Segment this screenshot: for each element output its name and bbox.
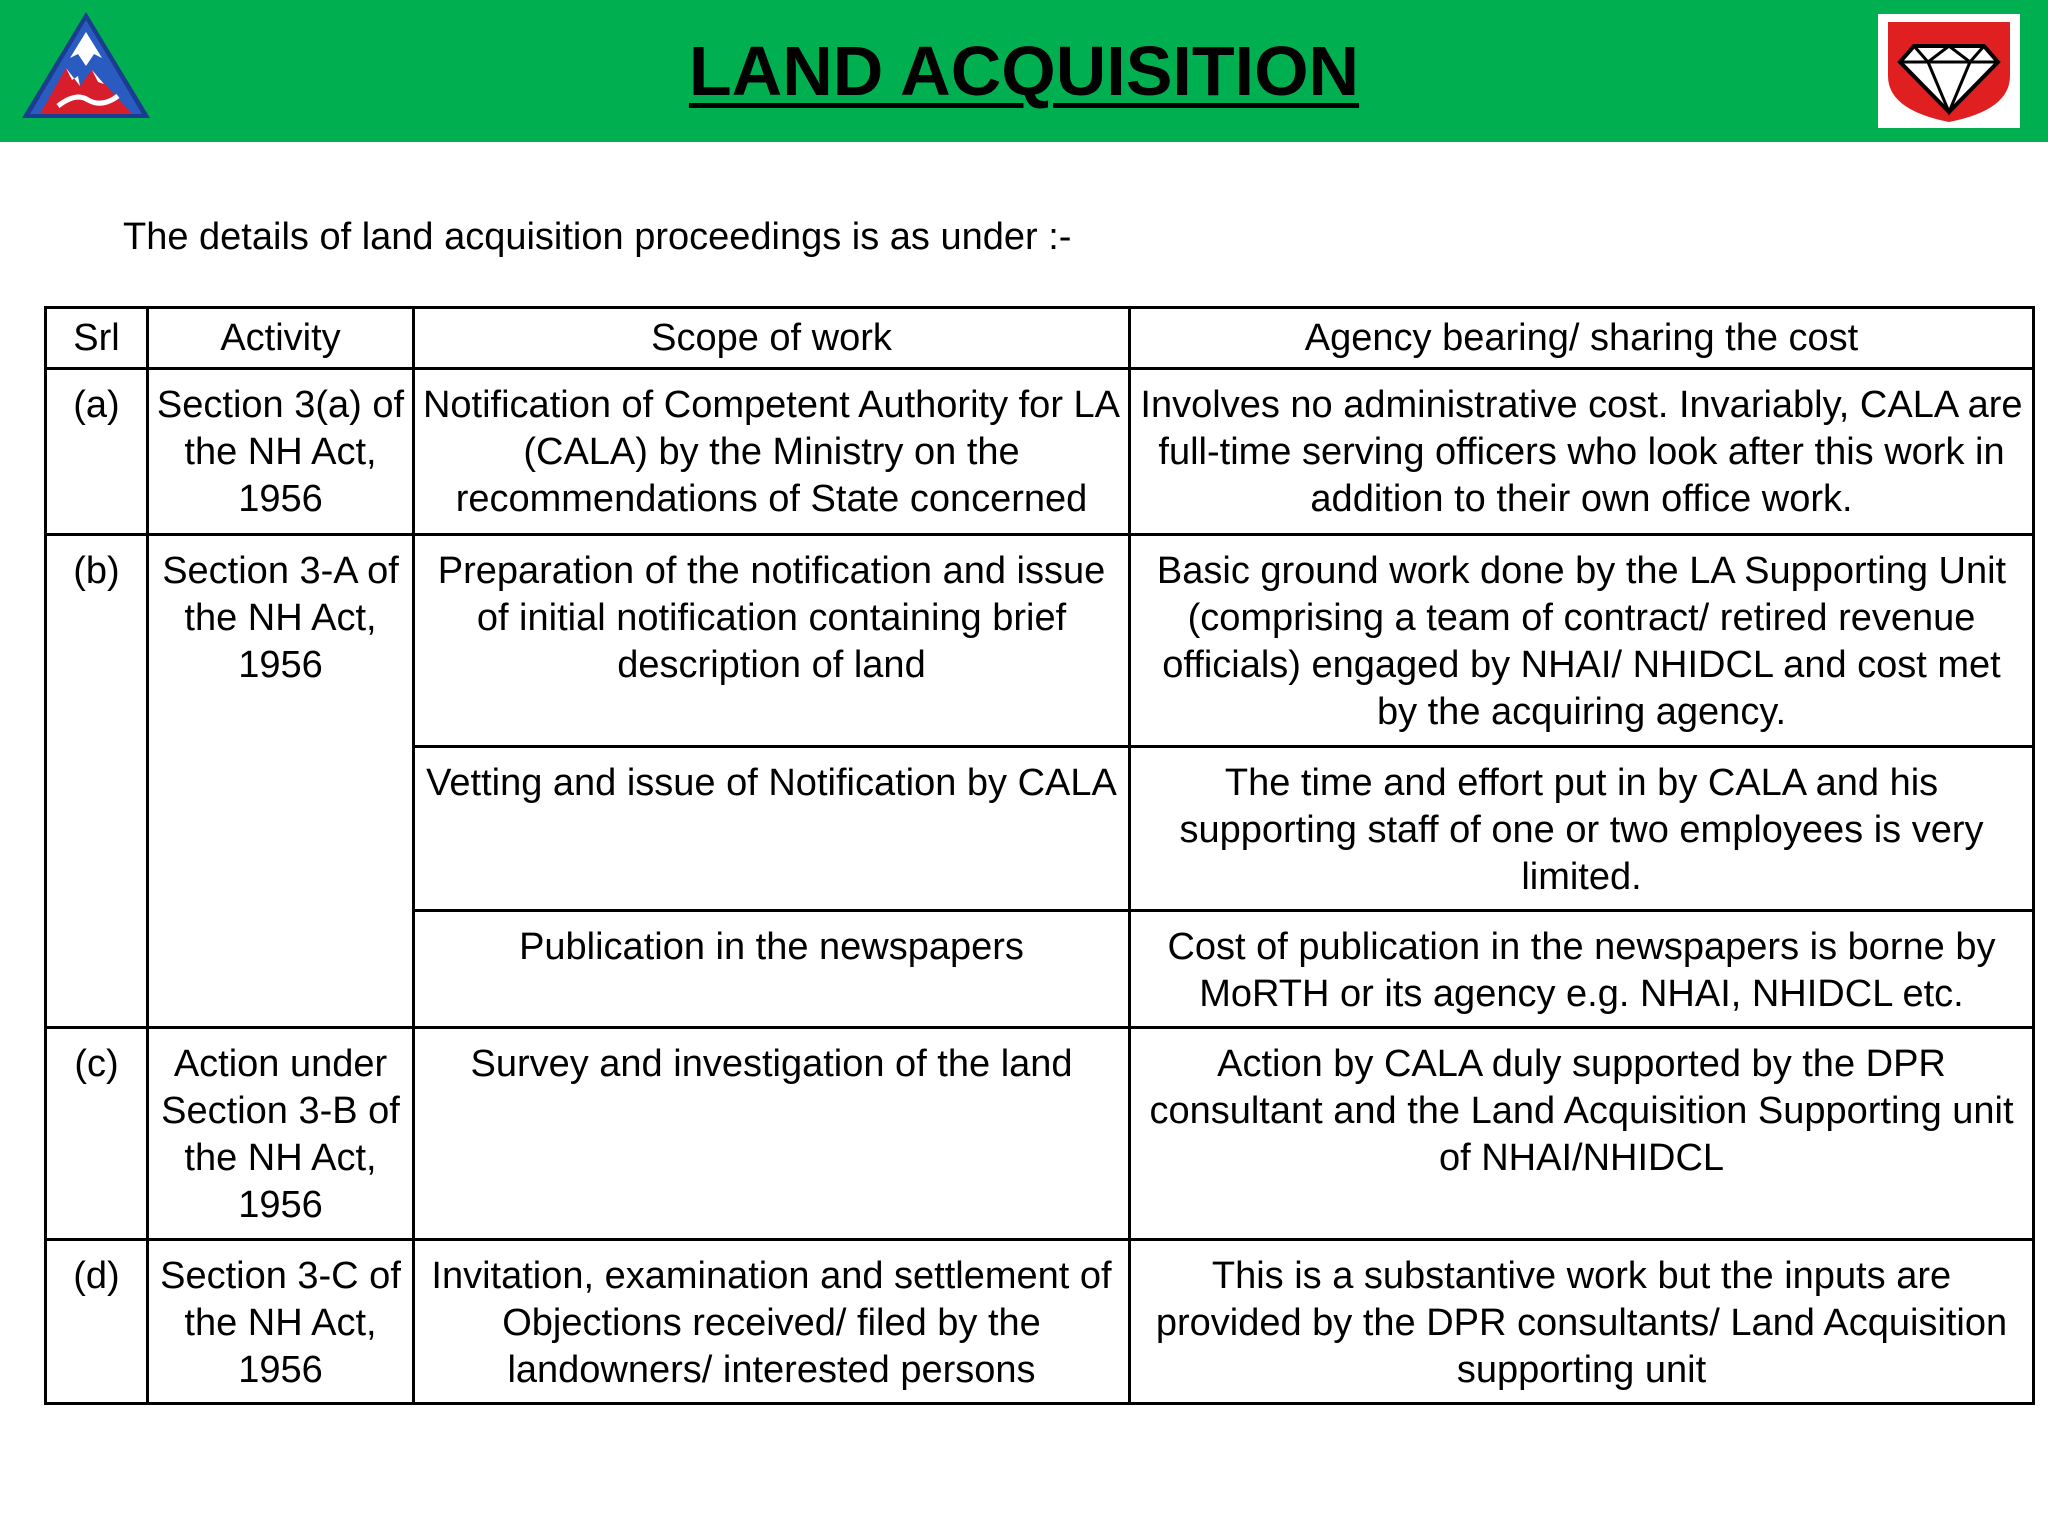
header-agency: Agency bearing/ sharing the cost <box>1130 308 2034 369</box>
land-acquisition-table <box>44 306 2035 1405</box>
scope-cell: Preparation of the notification and issue of initial notification containing brief description of land <box>414 535 1130 747</box>
scope-cell: Vetting and issue of Notification by CALA <box>414 747 1130 911</box>
scope-cell: Survey and investigation of the land <box>414 1028 1130 1240</box>
agency-cell: This is a substantive work but the inputs are provided by the DPR consultants/ Land Acquisition supporting unit <box>1130 1240 2034 1404</box>
page-title: LAND ACQUISITION <box>688 32 1360 110</box>
agency-cell: Involves no administrative cost. Invariably, CALA are full-time serving officers who look after this work in addition to their own office work. <box>1130 369 2034 535</box>
srl-cell: (d) <box>46 1240 148 1404</box>
scope-cell: Invitation, examination and settlement of Objections received/ filed by the landowners/ interested persons <box>414 1240 1130 1404</box>
srl-cell: (c) <box>46 1028 148 1240</box>
table-row <box>46 1028 2034 1240</box>
srl-cell: (a) <box>46 369 148 535</box>
header-scope: Scope of work <box>414 308 1130 369</box>
header-activity: Activity <box>148 308 414 369</box>
intro-text: The details of land acquisition proceedings is as under :- <box>123 216 1072 258</box>
agency-cell: The time and effort put in by CALA and his supporting staff of one or two employees is very limited. <box>1130 747 2034 911</box>
activity-cell: Section 3-C of the NH Act, 1956 <box>148 1240 414 1404</box>
table-row <box>46 1240 2034 1404</box>
scope-cell: Notification of Competent Authority for LA (CALA) by the Ministry on the recommendations of State concerned <box>414 369 1130 535</box>
agency-cell: Cost of publication in the newspapers is borne by MoRTH or its agency e.g. NHAI, NHIDCL etc. <box>1130 911 2034 1028</box>
header-srl: Srl <box>46 308 148 369</box>
srl-cell: (b) <box>46 535 148 1028</box>
agency-cell: Action by CALA duly supported by the DPR consultant and the Land Acquisition Supporting unit of NHAI/NHIDCL <box>1130 1028 2034 1240</box>
scope-cell: Publication in the newspapers <box>414 911 1130 1028</box>
table-row <box>46 369 2034 535</box>
agency-cell: Basic ground work done by the LA Supporting Unit (comprising a team of contract/ retired revenue officials) engaged by NHAI/ NHIDCL and cost met by the acquiring agency. <box>1130 535 2034 747</box>
table-row <box>46 535 2034 747</box>
activity-cell: Action under Section 3-B of the NH Act, 1956 <box>148 1028 414 1240</box>
diamond-shield-logo-icon <box>1878 14 2020 128</box>
activity-cell: Section 3(a) of the NH Act, 1956 <box>148 369 414 535</box>
table-header-row <box>46 308 2034 369</box>
activity-cell: Section 3-A of the NH Act, 1956 <box>148 535 414 1028</box>
